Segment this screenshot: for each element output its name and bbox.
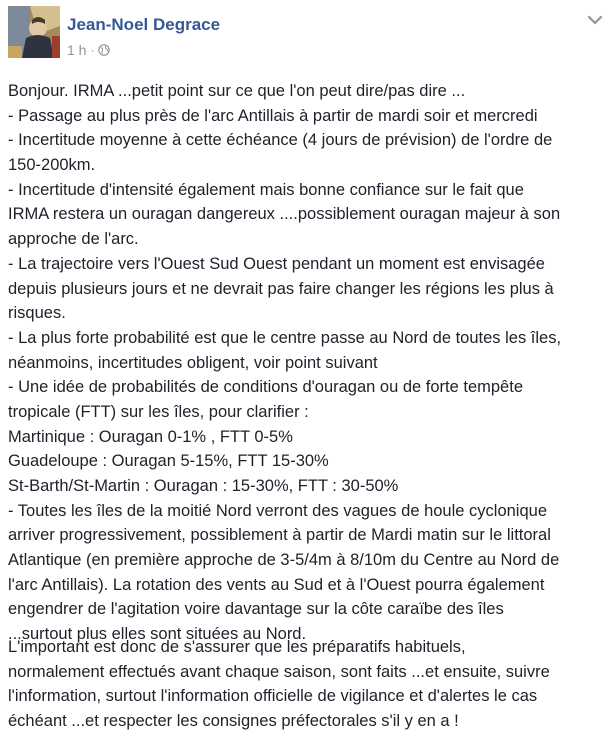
post-text-line: - Une idée de probabilités de conditions d'ouragan ou de forte tempête [8, 378, 523, 397]
post-text-line: l'information, surtout l'information officielle de vigilance et d'alertes le cas [8, 687, 538, 706]
avatar[interactable] [8, 6, 60, 58]
post-body-paragraph-2 [8, 635, 603, 734]
post-text-line: L'important est donc de s'assurer que les préparatifs habituels, [8, 638, 466, 656]
post-text-line: l'arc Antillais). La rotation des vents au Sud et à l'Ouest pourra également [8, 575, 545, 594]
post-text-line: arriver progressivement, possiblement à partir de Mardi matin sur le littoral [8, 526, 551, 545]
post-header [8, 6, 603, 62]
post-text-line: engendrer de l'agitation voire davantage sur la côte caraïbe des îles [8, 600, 504, 619]
post-text-line: Guadeloupe : Ouragan 5-15%, FTT 15-30% [8, 452, 329, 471]
chevron-down-icon[interactable] [587, 14, 603, 26]
post-body-paragraph-1 [8, 79, 603, 647]
post-text-line: ...surtout plus elles sont situées au Nord. [8, 625, 307, 644]
post-timestamp[interactable]: 1 h [67, 42, 87, 58]
post-text-line: St-Barth/St-Martin : Ouragan : 15-30%, FTT : 30-50% [8, 477, 399, 495]
post-text-line: Atlantique (en première approche de 3-5/4m à 8/10m du Centre au Nord de [8, 551, 560, 570]
post-text-line: depuis plusieurs jours et ne devrait pas faire changer les régions les plus à [8, 279, 554, 298]
post-text-line: IRMA restera un ouragan dangereux ....possiblement ouragan majeur à son [8, 205, 561, 224]
post-text-line: approche de l'arc. [8, 230, 139, 249]
post-text-line: néanmoins, incertitudes obligent, voir point suivant [8, 353, 378, 372]
post-text-line: - La trajectoire vers l'Ouest Sud Ouest pendant un moment est envisagée [8, 254, 545, 273]
meta-separator: · [90, 43, 95, 57]
post-text-line: - La plus forte probabilité est que le centre passe au Nord de toutes les îles, [8, 328, 562, 347]
post-text-line: Martinique : Ouragan 0-1% , FTT 0-5% [8, 427, 293, 446]
post-text-line: - Passage au plus près de l'arc Antillais à partir de mardi soir et mercredi [8, 106, 538, 125]
post-text-line: - Incertitude moyenne à cette échéance (4 jours de prévision) de l'ordre de [8, 131, 553, 150]
post-text-line: risques. [8, 304, 66, 323]
post-text-line: échéant ...et respecter les consignes préfectorales s'il y en a ! [8, 712, 459, 731]
post-text-line: - Incertitude d'intensité également mais bonne confiance sur le fait que [8, 180, 524, 199]
post-meta [67, 42, 110, 58]
post-text-line: normalement effectués avant chaque saison, sont faits ...et ensuite, suivre [8, 662, 550, 681]
post-text-line: tropicale (FTT) sur les îles, pour clarifier : [8, 402, 309, 421]
globe-icon [98, 44, 110, 56]
author-name[interactable]: Jean-Noel Degrace [67, 15, 221, 34]
post-text-line: Bonjour. IRMA ...petit point sur ce que l'on peut dire/pas dire ... [8, 82, 466, 100]
post-text-line: 150-200km. [8, 156, 96, 175]
post-text-line: - Toutes les îles de la moitié Nord verront des vagues de houle cyclonique [8, 501, 547, 520]
